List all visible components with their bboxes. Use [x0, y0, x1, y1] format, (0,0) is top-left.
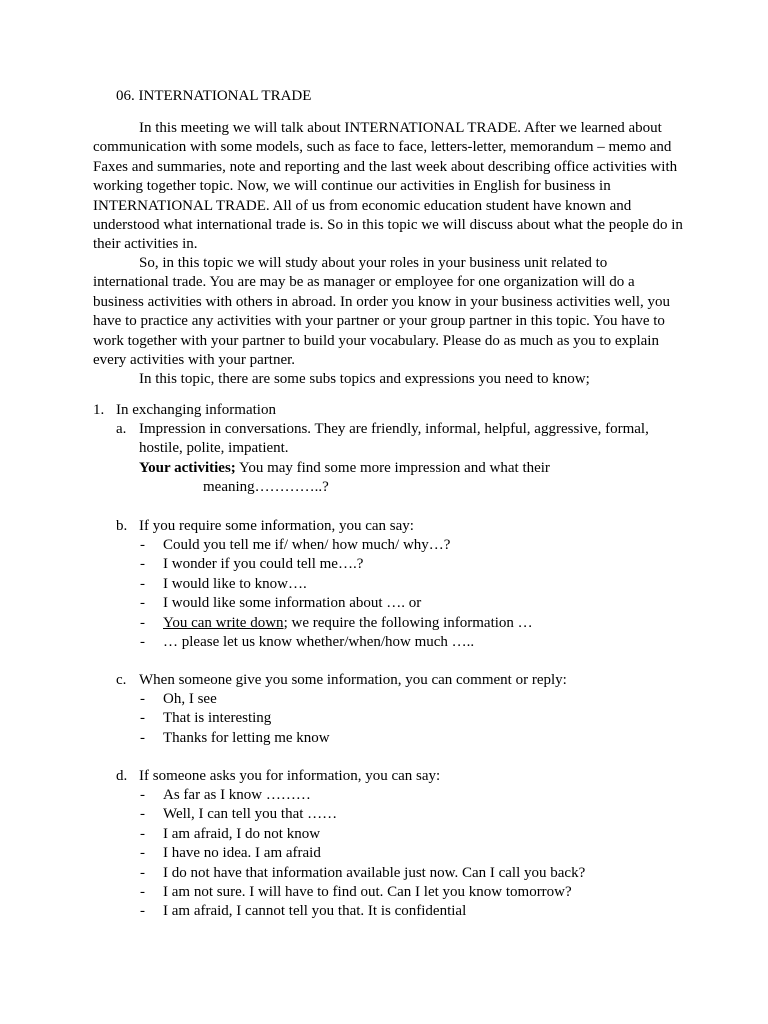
list-item: - Oh, I see — [140, 691, 217, 707]
your-activities-text: You may find some more impression and what their — [235, 460, 550, 476]
list-item: - I do not have that information available just now. Can I call you back? — [140, 864, 586, 881]
your-activities-line-2: meaning…………..? — [203, 479, 329, 495]
item-c-list — [140, 690, 330, 748]
intro-paragraph: In this meeting we will talk about INTERNATIONAL TRADE. After we learned about communication with some models, such as face to face, letters-letter, memorandum – memo and Faxes and summaries, note and reporting and the last week about describing office activities with working together topic. Now, we will continue our activities in English for business in INTERNATIONAL TRADE. All of us from economic education student have known and understood what international trade is. So in this topic we will discuss about what the people do in their activities in. — [93, 120, 683, 253]
item-b-title: If you require some information, you can say: — [139, 518, 414, 534]
list-item: - I am not sure. I will have to find out. Can I let you know tomorrow? — [140, 884, 572, 901]
list-item: - You can write down; we require the following information … — [140, 614, 533, 631]
section-heading: 06. INTERNATIONAL TRADE — [116, 88, 312, 104]
list-item: - I have no idea. I am afraid — [140, 845, 321, 862]
item-a-marker: a. — [116, 421, 127, 437]
list-item: - I am afraid, I cannot tell you that. It is confidential — [140, 903, 467, 920]
item-b-marker: b. — [116, 518, 128, 534]
item-c-title: When someone give you some information, you can comment or reply: — [139, 672, 567, 688]
your-activities-label: Your activities; — [139, 460, 236, 476]
item-d-marker: d. — [116, 768, 128, 784]
section-1-number: 1. — [93, 402, 105, 418]
list-item: - … please let us know whether/when/how much ….. — [140, 634, 475, 651]
list-item: - I would like some information about …. or — [140, 595, 422, 612]
list-item: - I am afraid, I do not know — [140, 825, 321, 842]
item-a-line-1: Impression in conversations. They are friendly, informal, helpful, aggressive, formal, — [139, 421, 649, 437]
list-item: - Thanks for letting me know — [140, 729, 330, 746]
item-d-list — [140, 786, 585, 922]
list-item: - That is interesting — [140, 710, 272, 727]
item-c-marker: c. — [116, 672, 127, 688]
list-item: - Well, I can tell you that …… — [140, 806, 338, 823]
list-item: - I wonder if you could tell me….? — [140, 556, 364, 573]
underlined-phrase: You can write down — [163, 614, 284, 631]
list-item: - I would like to know…. — [140, 575, 307, 592]
item-d-title: If someone asks you for information, you can say: — [139, 768, 441, 784]
section-1-title: In exchanging information — [116, 402, 276, 418]
roles-paragraph: So, in this topic we will study about your roles in your business unit related to international trade. You are may be as manager or employee for one organization will do a business activities with others in abroad. In order you know in your business activities well, you have to practice any activities with your partner or your group partner in this topic. You have to work together with your partner to build your vocabulary. Please do as much as you to explain every activities with your partner. — [93, 255, 670, 369]
list-item: - As far as I know ……… — [140, 787, 311, 803]
item-a-line-2: hostile, polite, impatient. — [139, 440, 289, 456]
item-b-list — [140, 536, 533, 652]
your-activities — [139, 459, 550, 478]
subtopics-paragraph: In this topic, there are some subs topics and expressions you need to know; — [139, 371, 590, 387]
list-item: - Could you tell me if/ when/ how much/ why…? — [140, 537, 451, 553]
